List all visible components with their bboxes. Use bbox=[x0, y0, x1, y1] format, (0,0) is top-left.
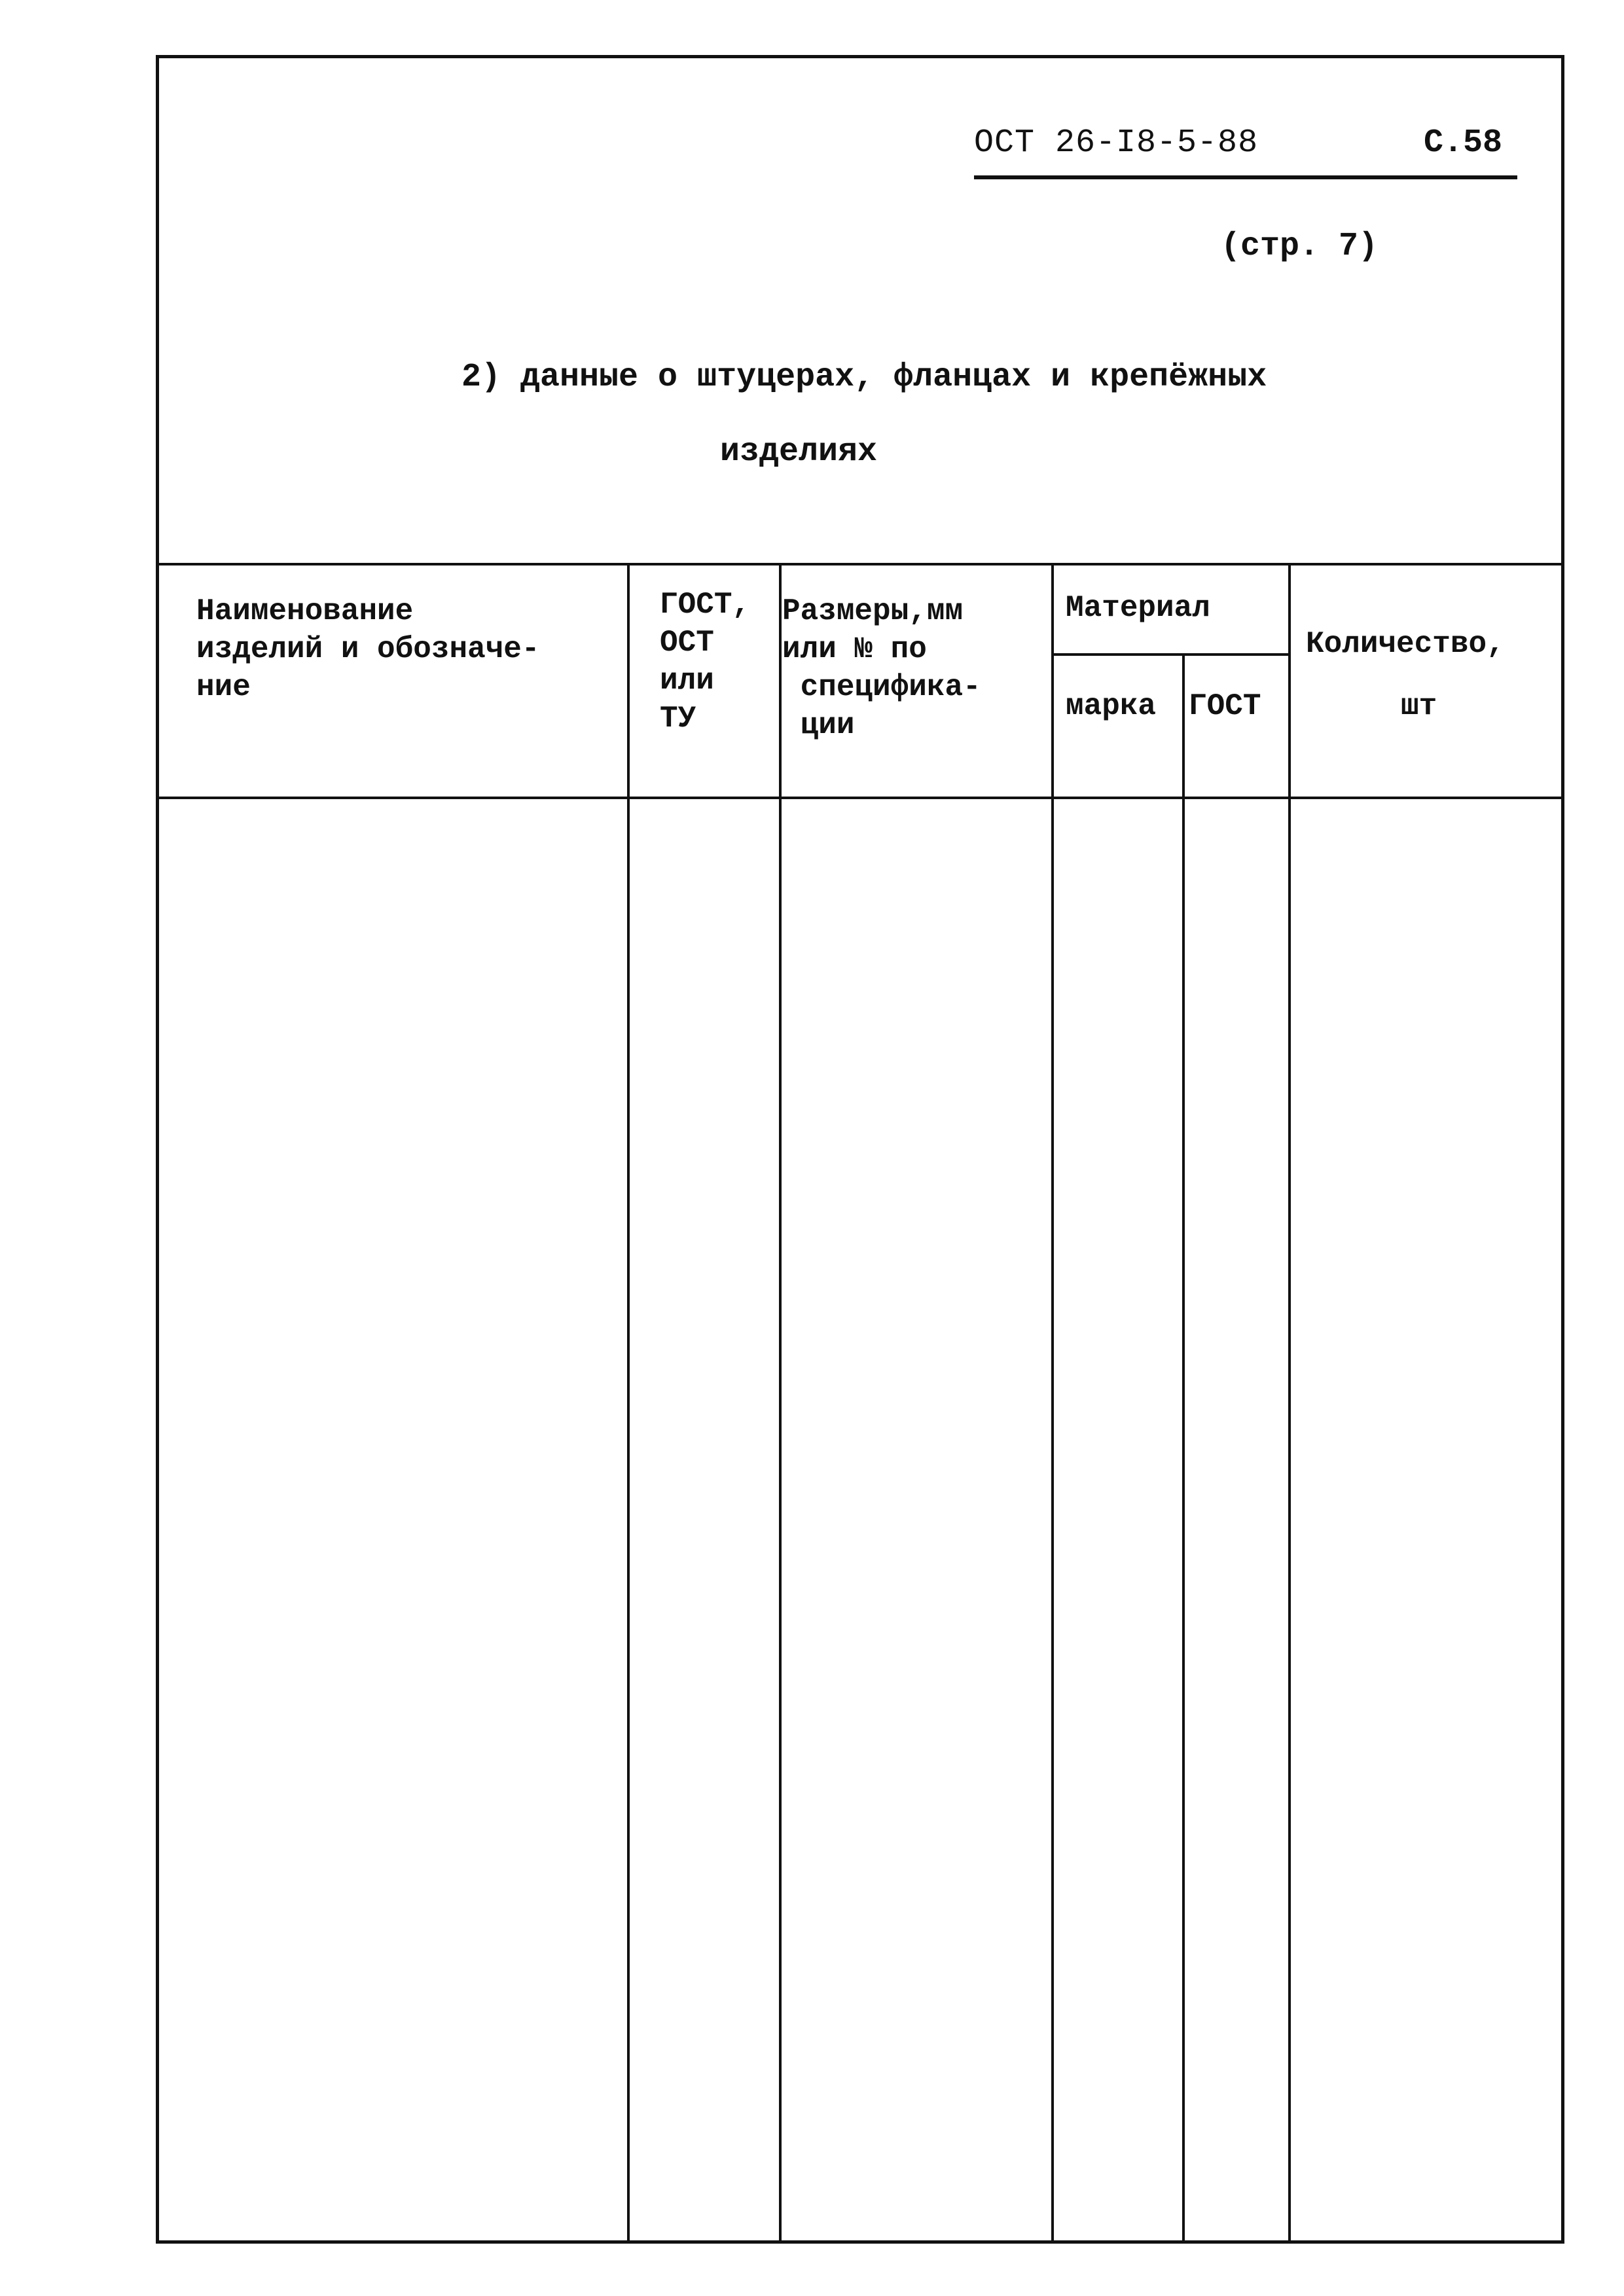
column-divider-1 bbox=[627, 563, 630, 2242]
header-cell-quantity-unit: шт bbox=[1401, 689, 1437, 723]
header-cell-material-gost: ГОСТ bbox=[1189, 689, 1261, 723]
column-divider-4 bbox=[1182, 655, 1185, 2242]
header-cell-size: Размеры,мм или № по спецификa- ции bbox=[782, 594, 981, 742]
header-cell-item-name: Наименование изделий и обозначе- ние bbox=[196, 594, 540, 704]
document-code: ОСТ 26-I8-5-88 bbox=[974, 124, 1259, 162]
header-cell-material-grade: марка bbox=[1066, 689, 1157, 723]
header-cell-standard: ГОСТ, ОСТ или ТУ bbox=[660, 588, 751, 736]
section-title-line-2: изделиях bbox=[720, 433, 878, 471]
material-subheader-divider bbox=[1051, 653, 1290, 656]
column-divider-2 bbox=[779, 563, 782, 2242]
column-divider-5 bbox=[1288, 563, 1291, 2242]
header-cell-quantity: Количество, bbox=[1306, 627, 1505, 661]
table-header-bottom-border bbox=[156, 797, 1564, 799]
header-underline bbox=[974, 175, 1517, 179]
section-title-line-1: 2) данные о штуцерах, фланцах и крепёжных bbox=[461, 359, 1267, 396]
table-top-border bbox=[156, 563, 1564, 565]
column-divider-3 bbox=[1051, 563, 1054, 2242]
header-cell-material: Материал bbox=[1066, 591, 1210, 625]
sheet-number: (стр. 7) bbox=[1221, 228, 1379, 265]
page-number: С.58 bbox=[1424, 124, 1503, 162]
